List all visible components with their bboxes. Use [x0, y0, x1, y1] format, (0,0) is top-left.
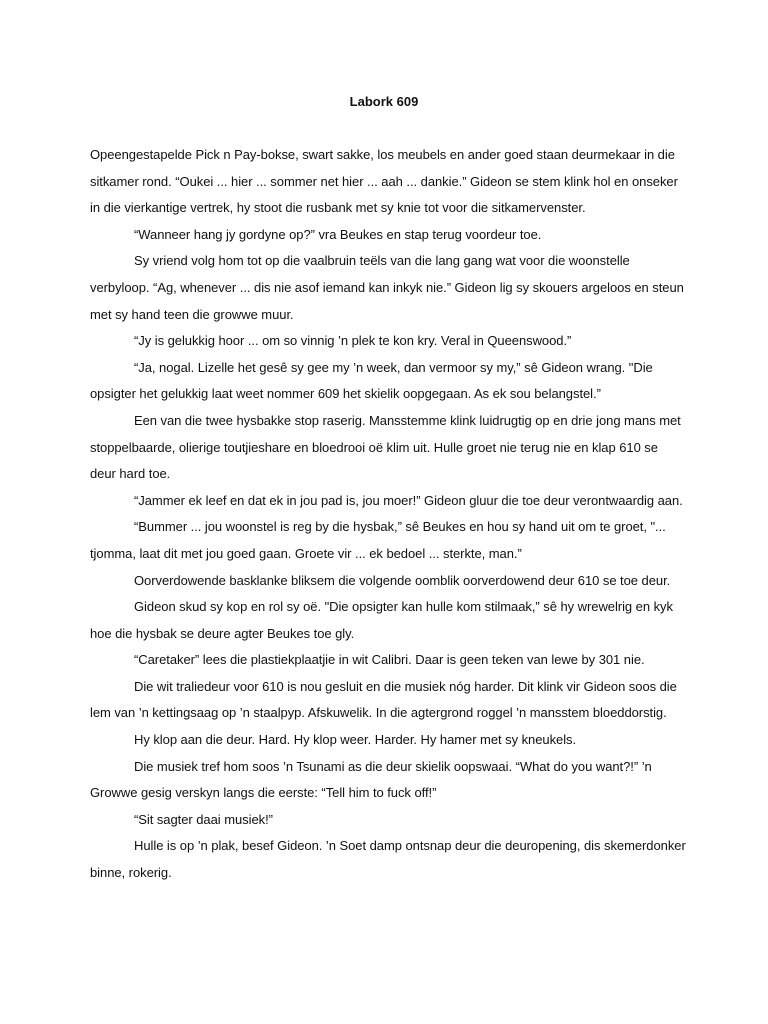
- document-title: Labork 609: [349, 94, 419, 109]
- paragraph: “Jammer ek leef en dat ek in jou pad is, jou moer!” Gideon gluur die toe deur verontwaardig aan.: [134, 492, 683, 508]
- paragraph: Gideon skud sy kop en rol sy oë. "Die opsigter kan hulle kom stilmaak,” sê hy wrewelrig en kyk hoe die hysbak se deure agter Beukes toe gly.: [90, 599, 673, 641]
- paragraph: Hy klop aan die deur. Hard. Hy klop weer. Harder. Hy hamer met sy kneukels.: [134, 732, 577, 748]
- paragraph: Die musiek tref hom soos ’n Tsunami as die deur skielik oopswaai. “What do you want?!” ’n Growwe gesig verskyn langs die eerste: “Tell him to fuck off!”: [90, 758, 652, 801]
- paragraph: “Jy is gelukkig hoor ... om so vinnig ’n plek te kon kry. Veral in Queenswood.”: [134, 333, 572, 349]
- document-body: [90, 142, 686, 887]
- paragraph: Sy vriend volg hom tot op die vaalbruin teëls van die lang gang wat voor die woonstelle verbyloop. “Ag, whenever ... dis nie asof iemand kan inkyk nie.” Gideon lig sy skouers argeloos en steun met sy hand teen die growwe muur.: [90, 253, 684, 322]
- paragraph: Hulle is op ’n plak, besef Gideon. ’n Soet damp ontsnap deur die deuropening, dis skemerdonker binne, rokerig.: [90, 838, 686, 881]
- paragraph: Die wit traliedeur voor 610 is nou gesluit en die musiek nóg harder. Dit klink vir Gideon soos die lem van ’n kettingsaag op ’n staalpyp. Afskuwelik. In die agtergrond roggel ’n mansstem bloeddorstig.: [90, 678, 677, 721]
- paragraph: “Bummer ... jou woonstel is reg by die hysbak,” sê Beukes en hou sy hand uit om te groet, "... tjomma, laat dit met jou goed gaan. Groete vir ... ek bedoel ... sterkte, man.”: [90, 519, 666, 561]
- paragraph: “Wanneer hang jy gordyne op?” vra Beukes en stap terug voordeur toe.: [134, 226, 542, 242]
- paragraph: “Sit sagter daai musiek!”: [134, 811, 273, 827]
- paragraph: Oorverdowende basklanke bliksem die volgende oomblik oorverdowend deur 610 se toe deur.: [134, 572, 671, 588]
- paragraph: “Caretaker” lees die plastiekplaatjie in wit Calibri. Daar is geen teken van lewe by 301 nie.: [134, 652, 645, 668]
- paragraph: “Ja, nogal. Lizelle het gesê sy gee my ’n week, dan vermoor sy my,” sê Gideon wrang. "Die opsigter het gelukkig laat weet nommer 609 het skielik oopgegaan. As ek sou belangstel.”: [90, 359, 653, 402]
- paragraph: Een van die twee hysbakke stop raserig. Mansstemme klink luidrugtig op en drie jong mans met stoppelbaarde, olierige toutjieshare en bloedrooi oë klim uit. Hulle groet nie terug nie en klap 610 se deur hard toe.: [90, 412, 681, 482]
- paragraph: Opeengestapelde Pick n Pay-bokse, swart sakke, los meubels en ander goed staan deurmekaar in die sitkamer rond. “Oukei ... hier ... sommer net hier ... aah ... dankie.” Gideon se stem klink hol en onseker in die vierkantige vertrek, hy stoot die rusbank met sy knie tot voor die sitkamervenster.: [90, 147, 678, 216]
